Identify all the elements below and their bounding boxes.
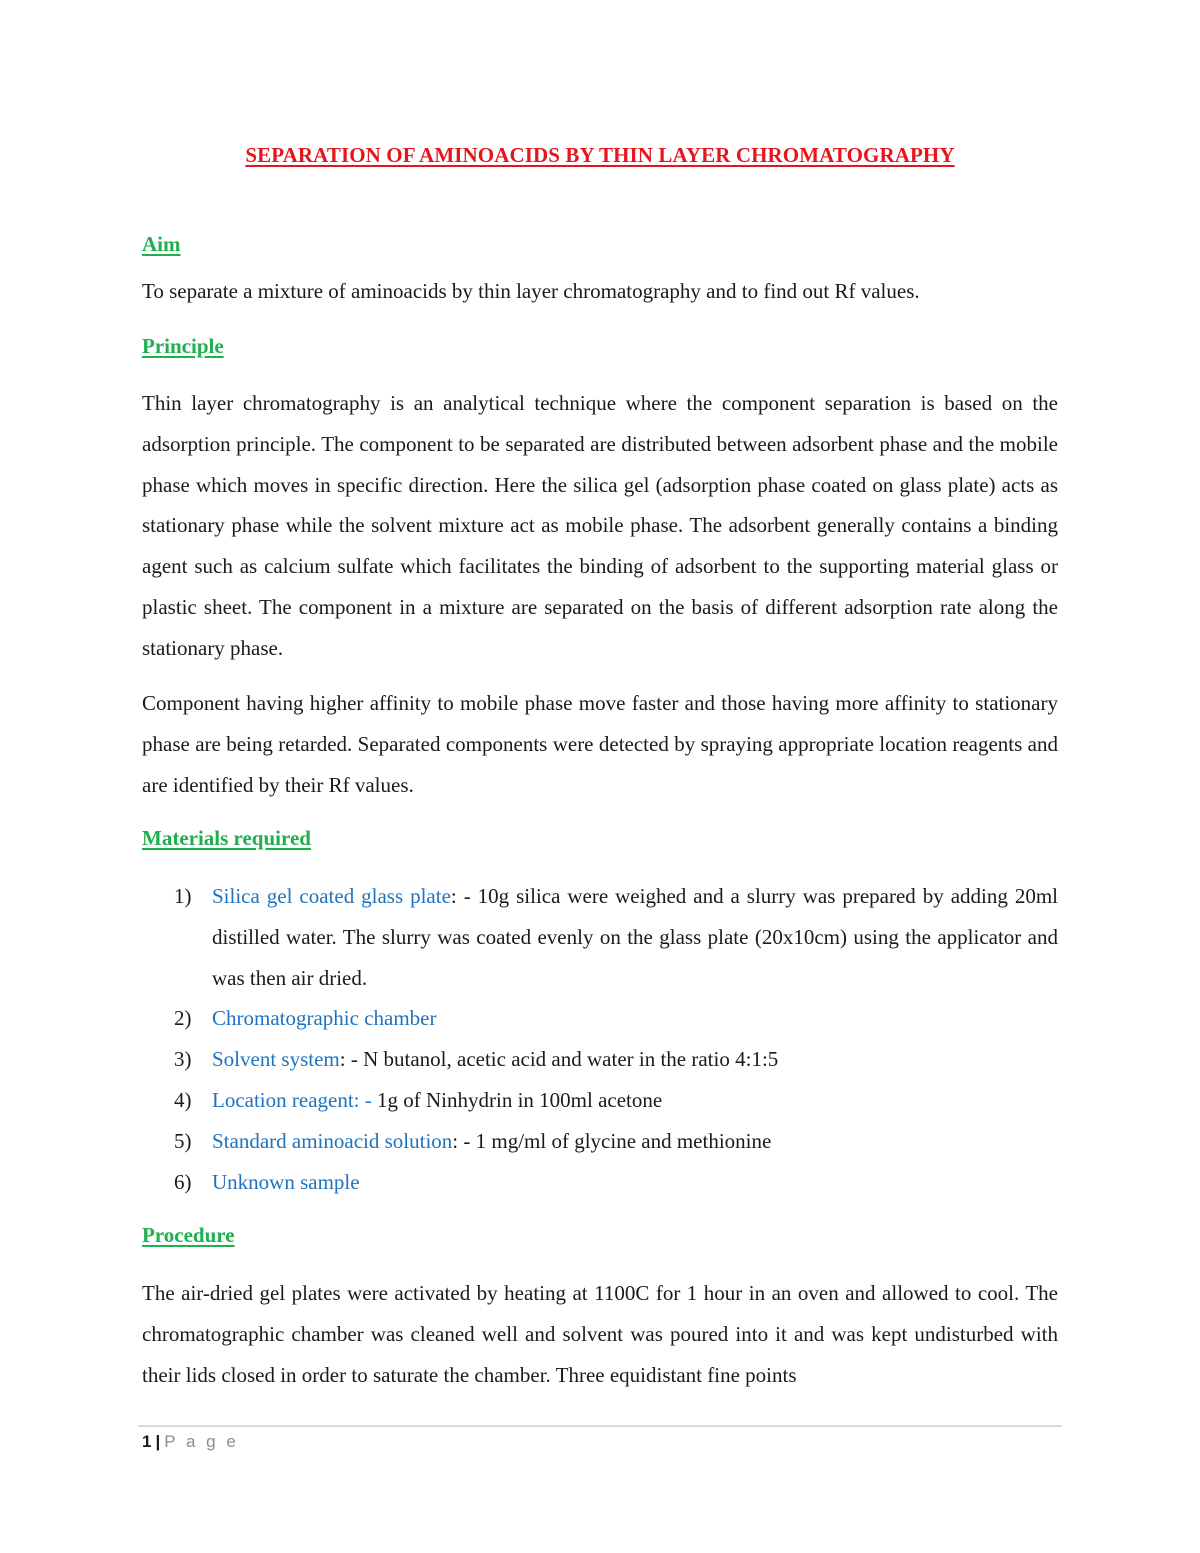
- list-item-term: Location reagent: -: [212, 1087, 372, 1112]
- list-item-term: Unknown sample: [212, 1169, 360, 1194]
- list-item-text: 1g of Ninhydrin in 100ml acetone: [371, 1087, 663, 1112]
- footer-separator: |: [155, 1432, 161, 1451]
- list-item-number: 6): [174, 1169, 192, 1194]
- document-title: SEPARATION OF AMINOACIDS BY THIN LAYER CHROMATOGRAPHY: [245, 143, 955, 167]
- principle-paragraph-1: Thin layer chromatography is an analytical technique where the component separation is based on the adsorption principle. The component to be separated are distributed between adsorbent phase and the mobile phase which moves in specific direction. Here the silica gel (adsorption phase coated on glass plate) acts as stationary phase while the solvent mixture act as mobile phase. The adsorbent generally contains a binding agent such as calcium sulfate which facilitates the binding of adsorbent to the supporting material glass or plastic sheet. The component in a mixture are separated on the basis of different adsorption rate along the stationary phase.: [142, 391, 1058, 660]
- list-item-term: Silica gel coated glass plate: [212, 884, 451, 908]
- list-item: [142, 1080, 1058, 1121]
- list-item-term: Standard aminoacid solution: [212, 1128, 453, 1153]
- page-footer: [142, 1432, 239, 1452]
- aim-heading: Aim: [142, 232, 181, 256]
- principle-paragraph-2: Component having higher affinity to mobile phase move faster and those having more affinity to stationary phase are being retarded. Separated components were detected by spraying appropriate location reagents and are identified by their Rf values.: [142, 691, 1058, 797]
- list-item: [142, 1162, 1058, 1203]
- list-item-text: : - 10g silica were weighed and a slurry was prepared by adding 20ml distilled water. The slurry was coated evenly on the glass plate (20x10cm) using the applicator and was then air dried.: [212, 884, 1059, 990]
- list-item-term: Chromatographic chamber: [212, 1006, 437, 1031]
- list-item-term: Solvent system: [212, 1047, 340, 1072]
- list-item-number: 4): [174, 1087, 192, 1112]
- list-item-number: 2): [174, 1006, 192, 1031]
- page-label: P a g e: [164, 1432, 239, 1451]
- list-item: [142, 1121, 1058, 1162]
- list-item: [142, 1039, 1058, 1080]
- list-item-text: : - N butanol, acetic acid and water in the ratio 4:1:5: [339, 1047, 779, 1072]
- list-item-text: : - 1 mg/ml of glycine and methionine: [452, 1128, 772, 1153]
- footer-divider: [138, 1425, 1062, 1427]
- procedure-text: The air-dried gel plates were activated by heating at 1100C for 1 hour in an oven and allowed to cool. The chromatographic chamber was cleaned well and solvent was poured into it and was kept undisturbed with their lids closed in order to saturate the chamber. Three equidistant fine points: [142, 1281, 1058, 1387]
- list-item: [142, 876, 1058, 998]
- list-item: [142, 998, 1058, 1039]
- page-number: 1: [142, 1432, 152, 1451]
- procedure-heading: Procedure: [142, 1223, 235, 1247]
- list-item-number: 3): [174, 1047, 192, 1072]
- list-item-number: 1): [174, 884, 192, 908]
- materials-heading: Materials required: [142, 826, 311, 850]
- aim-text: To separate a mixture of aminoacids by thin layer chromatography and to find out Rf values.: [142, 279, 920, 303]
- list-item-number: 5): [174, 1128, 192, 1153]
- principle-heading: Principle: [142, 334, 224, 358]
- materials-list: [142, 876, 1058, 1202]
